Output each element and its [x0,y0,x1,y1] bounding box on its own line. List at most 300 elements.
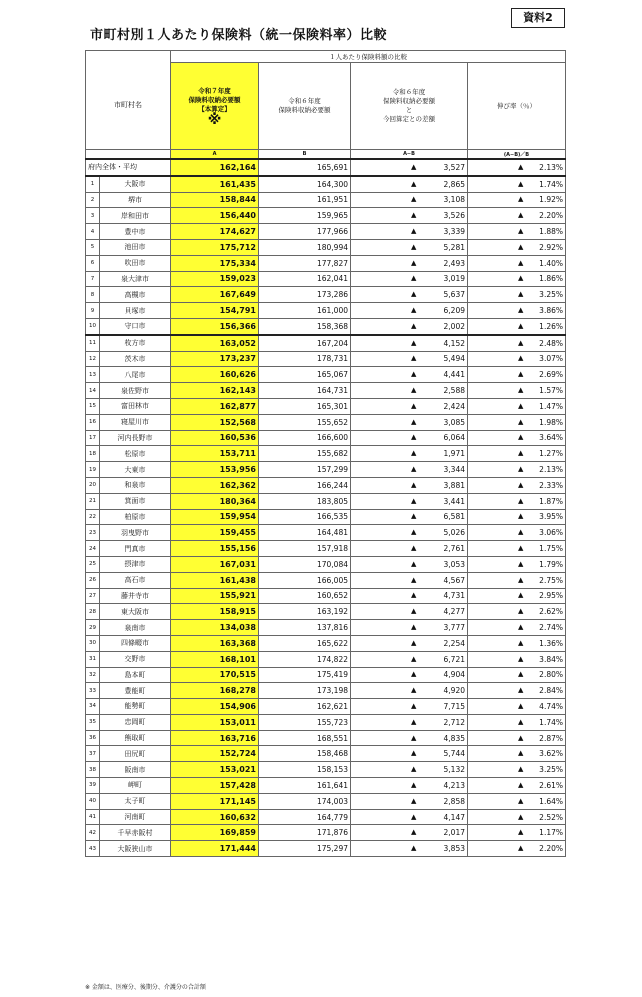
average-name: 府内全体・平均 [86,159,171,176]
value-diff [351,635,468,651]
value-b: 168,551 [259,730,351,746]
triangle-icon: ▲ [411,544,417,553]
municipality-name: 大阪狭山市 [100,841,171,857]
row-number: 6 [86,255,100,271]
value-rate [468,318,566,334]
value-a: 162,877 [171,398,259,414]
table-row [86,398,566,414]
value-diff [351,588,468,604]
value-a: 163,368 [171,635,259,651]
triangle-icon: ▲ [411,417,417,426]
municipality-name: 吹田市 [100,255,171,271]
value-rate-text: 1.79% [539,559,563,569]
header-col-b: 令和６年度 保険料収納必要額 [259,63,351,150]
value-diff [351,683,468,699]
value-a: 170,515 [171,667,259,683]
value-a: 154,791 [171,303,259,319]
value-diff-text: 4,835 [443,733,465,743]
value-a: 153,021 [171,762,259,778]
municipality-name: 東大阪市 [100,604,171,620]
municipality-name: 岬町 [100,778,171,794]
value-b: 165,622 [259,635,351,651]
triangle-icon: ▲ [518,306,524,315]
value-rate [468,335,566,351]
value-b: 157,299 [259,462,351,478]
value-a: 162,143 [171,383,259,399]
value-diff-text: 5,026 [443,528,465,538]
triangle-icon: ▲ [411,496,417,505]
value-a: 167,031 [171,556,259,572]
value-rate [468,556,566,572]
table-row [86,318,566,334]
value-rate [468,541,566,557]
value-diff [351,509,468,525]
triangle-icon: ▲ [411,844,417,853]
value-rate [468,525,566,541]
triangle-icon: ▲ [518,370,524,379]
average-diff-value: 3,527 [443,162,465,172]
value-a: 156,366 [171,318,259,334]
value-diff-text: 2,761 [443,544,465,554]
value-b: 164,300 [259,176,351,192]
value-a: 156,440 [171,208,259,224]
triangle-icon: ▲ [411,607,417,616]
header-col-a-label: 令和７年度 保険料収納必要額 【本算定】 [188,87,241,113]
value-rate [468,572,566,588]
triangle-icon: ▲ [518,559,524,568]
value-rate-text: 2.61% [539,780,563,790]
value-rate-text: 3.86% [539,306,563,316]
value-b: 155,652 [259,414,351,430]
row-number: 34 [86,699,100,715]
row-number: 3 [86,208,100,224]
row-number: 24 [86,541,100,557]
table-row [86,841,566,857]
header-row [86,63,566,150]
triangle-icon: ▲ [411,480,417,489]
value-diff [351,239,468,255]
value-rate [468,793,566,809]
value-diff-text: 7,715 [443,701,465,711]
table-row [86,825,566,841]
row-number: 16 [86,414,100,430]
average-rate-value: 2.13% [539,162,563,172]
triangle-icon: ▲ [518,162,524,171]
value-a: 152,568 [171,414,259,430]
row-number: 39 [86,778,100,794]
triangle-icon: ▲ [518,638,524,647]
triangle-icon: ▲ [411,354,417,363]
value-diff [351,762,468,778]
value-a: 158,915 [171,604,259,620]
table-row [86,414,566,430]
municipality-name: 熊取町 [100,730,171,746]
value-rate [468,809,566,825]
triangle-icon: ▲ [518,195,524,204]
municipality-name: 寝屋川市 [100,414,171,430]
value-a: 169,859 [171,825,259,841]
value-diff [351,572,468,588]
table-row [86,303,566,319]
value-rate-text: 2.62% [539,607,563,617]
triangle-icon: ▲ [518,433,524,442]
value-rate [468,176,566,192]
table-row [86,446,566,462]
municipality-name: 高石市 [100,572,171,588]
triangle-icon: ▲ [518,733,524,742]
triangle-icon: ▲ [518,812,524,821]
value-a: 174,627 [171,224,259,240]
value-rate-text: 3.25% [539,290,563,300]
municipality-name: 富田林市 [100,398,171,414]
triangle-icon: ▲ [411,321,417,330]
value-b: 171,876 [259,825,351,841]
table-row [86,793,566,809]
municipality-name: 藤井寺市 [100,588,171,604]
row-number: 20 [86,477,100,493]
value-rate [468,303,566,319]
row-number: 15 [86,398,100,414]
header-municipality [86,63,171,150]
value-rate [468,477,566,493]
value-diff [351,303,468,319]
value-rate [468,414,566,430]
value-a: 171,444 [171,841,259,857]
value-a: 152,724 [171,746,259,762]
value-rate-text: 1.75% [539,544,563,554]
triangle-icon: ▲ [411,465,417,474]
value-b: 173,198 [259,683,351,699]
value-diff [351,604,468,620]
value-rate-text: 1.92% [539,195,563,205]
value-b: 166,005 [259,572,351,588]
row-number: 19 [86,462,100,478]
municipality-name: 阪南市 [100,762,171,778]
value-a: 161,438 [171,572,259,588]
value-diff-text: 6,721 [443,654,465,664]
triangle-icon: ▲ [518,258,524,267]
row-number: 40 [86,793,100,809]
value-a: 160,626 [171,367,259,383]
municipality-name: 能勢町 [100,699,171,715]
value-diff [351,398,468,414]
value-b: 158,368 [259,318,351,334]
row-number: 18 [86,446,100,462]
value-b: 174,822 [259,651,351,667]
value-rate-text: 3.64% [539,433,563,443]
value-diff-text: 4,904 [443,670,465,680]
triangle-icon: ▲ [518,449,524,458]
value-b: 174,003 [259,793,351,809]
value-diff-text: 2,254 [443,638,465,648]
average-diff [351,159,468,176]
triangle-icon: ▲ [518,417,524,426]
table-row [86,541,566,557]
triangle-icon: ▲ [518,386,524,395]
value-b: 175,297 [259,841,351,857]
triangle-icon: ▲ [411,828,417,837]
header-sub-rate: (A−B)／B [468,150,566,160]
value-rate [468,271,566,287]
triangle-icon: ▲ [518,401,524,410]
value-rate-text: 2.13% [539,465,563,475]
table-row [86,683,566,699]
value-diff-text: 4,567 [443,575,465,585]
triangle-icon: ▲ [411,780,417,789]
row-number: 38 [86,762,100,778]
value-a: 163,052 [171,335,259,351]
value-a: 163,716 [171,730,259,746]
value-diff-text: 2,588 [443,386,465,396]
value-b: 161,641 [259,778,351,794]
value-rate [468,255,566,271]
value-b: 155,723 [259,714,351,730]
value-rate-text: 2.20% [539,844,563,854]
triangle-icon: ▲ [411,796,417,805]
triangle-icon: ▲ [518,465,524,474]
value-a: 175,712 [171,239,259,255]
value-diff-text: 3,108 [443,195,465,205]
row-number: 23 [86,525,100,541]
value-a: 159,455 [171,525,259,541]
value-rate [468,430,566,446]
row-number: 41 [86,809,100,825]
value-rate [468,714,566,730]
value-rate-text: 2.80% [539,670,563,680]
table-row [86,620,566,636]
value-b: 160,652 [259,588,351,604]
value-rate [468,604,566,620]
municipality-name: 泉佐野市 [100,383,171,399]
triangle-icon: ▲ [518,354,524,363]
value-diff [351,477,468,493]
value-diff-text: 2,017 [443,828,465,838]
row-number: 35 [86,714,100,730]
value-rate [468,446,566,462]
triangle-icon: ▲ [411,591,417,600]
value-a: 153,956 [171,462,259,478]
triangle-icon: ▲ [518,338,524,347]
value-rate [468,825,566,841]
value-a: 180,364 [171,493,259,509]
value-b: 173,286 [259,287,351,303]
value-rate [468,667,566,683]
value-rate-text: 2.92% [539,242,563,252]
value-rate [468,841,566,857]
row-number: 32 [86,667,100,683]
value-diff [351,271,468,287]
average-row [86,159,566,176]
row-number: 36 [86,730,100,746]
value-rate-text: 2.74% [539,623,563,632]
value-a: 167,649 [171,287,259,303]
value-rate-text: 1.98% [539,417,563,427]
value-diff [351,841,468,857]
value-diff-text: 2,002 [443,321,465,331]
municipality-name: 岸和田市 [100,208,171,224]
value-rate-text: 1.64% [539,796,563,806]
row-number: 26 [86,572,100,588]
triangle-icon: ▲ [518,480,524,489]
value-rate-text: 2.84% [539,686,563,696]
value-a: 134,038 [171,620,259,636]
municipality-name: 松原市 [100,446,171,462]
municipality-name: 島本町 [100,667,171,683]
header-group-row [86,51,566,63]
table-row [86,335,566,351]
row-number: 1 [86,176,100,192]
value-rate-text: 3.25% [539,765,563,775]
row-number: 5 [86,239,100,255]
value-rate-text: 3.62% [539,749,563,759]
value-diff-text: 6,581 [443,512,465,522]
value-diff-text: 2,712 [443,717,465,727]
value-a: 154,906 [171,699,259,715]
row-number: 29 [86,620,100,636]
value-rate-text: 2.87% [539,733,563,743]
value-a: 162,362 [171,477,259,493]
triangle-icon: ▲ [411,179,417,188]
value-b: 164,731 [259,383,351,399]
table-row [86,809,566,825]
table-row [86,588,566,604]
triangle-icon: ▲ [518,179,524,188]
value-diff [351,620,468,636]
value-a: 161,435 [171,176,259,192]
value-b: 166,244 [259,477,351,493]
value-b: 167,204 [259,335,351,351]
value-diff-text: 5,494 [443,354,465,364]
value-diff-text: 3,441 [443,496,465,506]
triangle-icon: ▲ [518,274,524,283]
triangle-icon: ▲ [411,765,417,774]
table-row [86,714,566,730]
value-diff-text: 4,152 [443,338,465,348]
value-a: 155,921 [171,588,259,604]
triangle-icon: ▲ [411,638,417,647]
municipality-name: 摂津市 [100,556,171,572]
value-rate [468,509,566,525]
value-diff-text: 2,865 [443,179,465,189]
value-b: 177,966 [259,224,351,240]
value-rate-text: 2.95% [539,591,563,601]
triangle-icon: ▲ [411,258,417,267]
value-diff-text: 3,853 [443,844,465,854]
municipality-name: 田尻町 [100,746,171,762]
value-a: 160,632 [171,809,259,825]
value-b: 170,084 [259,556,351,572]
value-rate-text: 3.84% [539,654,563,664]
table-row [86,604,566,620]
value-b: 164,481 [259,525,351,541]
value-rate-text: 3.07% [539,354,563,364]
value-rate [468,683,566,699]
value-b: 183,805 [259,493,351,509]
triangle-icon: ▲ [518,796,524,805]
value-diff [351,192,468,208]
value-a: 153,011 [171,714,259,730]
triangle-icon: ▲ [518,211,524,220]
value-diff [351,730,468,746]
row-number: 22 [86,509,100,525]
document-label: 資料2 [511,8,565,28]
value-a: 153,711 [171,446,259,462]
value-rate-text: 2.69% [539,370,563,380]
value-rate [468,730,566,746]
triangle-icon: ▲ [518,512,524,521]
triangle-icon: ▲ [411,162,417,171]
value-diff [351,651,468,667]
row-number: 13 [86,367,100,383]
value-rate [468,699,566,715]
value-diff [351,714,468,730]
value-b: 161,951 [259,192,351,208]
value-b: 178,731 [259,351,351,367]
value-rate-text: 1.74% [539,179,563,189]
value-b: 158,153 [259,762,351,778]
triangle-icon: ▲ [411,654,417,663]
triangle-icon: ▲ [411,812,417,821]
value-diff [351,351,468,367]
value-b: 162,041 [259,271,351,287]
value-a: 168,278 [171,683,259,699]
municipality-name: 池田市 [100,239,171,255]
value-diff-text: 5,281 [443,242,465,252]
table-row [86,287,566,303]
value-diff [351,255,468,271]
triangle-icon: ▲ [411,623,417,631]
municipality-name: 太子町 [100,793,171,809]
table-row [86,493,566,509]
table-row [86,271,566,287]
value-rate-text: 2.48% [539,338,563,348]
table-row [86,477,566,493]
average-b: 165,691 [259,159,351,176]
value-rate-text: 1.47% [539,401,563,411]
triangle-icon: ▲ [518,227,524,236]
value-rate-text: 3.06% [539,528,563,538]
value-rate-text: 4.74% [539,701,563,711]
triangle-icon: ▲ [518,654,524,663]
row-number: 2 [86,192,100,208]
municipality-name: 茨木市 [100,351,171,367]
value-b: 155,682 [259,446,351,462]
triangle-icon: ▲ [518,544,524,553]
header-col-a-mark: ※ [207,112,222,128]
row-number: 31 [86,651,100,667]
triangle-icon: ▲ [518,749,524,758]
row-number: 43 [86,841,100,857]
value-rate [468,224,566,240]
triangle-icon: ▲ [411,449,417,458]
municipality-name: 河内長野市 [100,430,171,446]
value-diff-text: 2,424 [443,401,465,411]
row-number: 9 [86,303,100,319]
triangle-icon: ▲ [518,780,524,789]
triangle-icon: ▲ [518,686,524,695]
table-row [86,430,566,446]
value-diff [351,176,468,192]
value-b: 162,621 [259,699,351,715]
row-number: 12 [86,351,100,367]
table-row [86,667,566,683]
value-diff-text: 3,526 [443,211,465,221]
value-rate [468,778,566,794]
value-b: 137,816 [259,620,351,636]
value-rate [468,208,566,224]
average-rate [468,159,566,176]
value-diff [351,208,468,224]
